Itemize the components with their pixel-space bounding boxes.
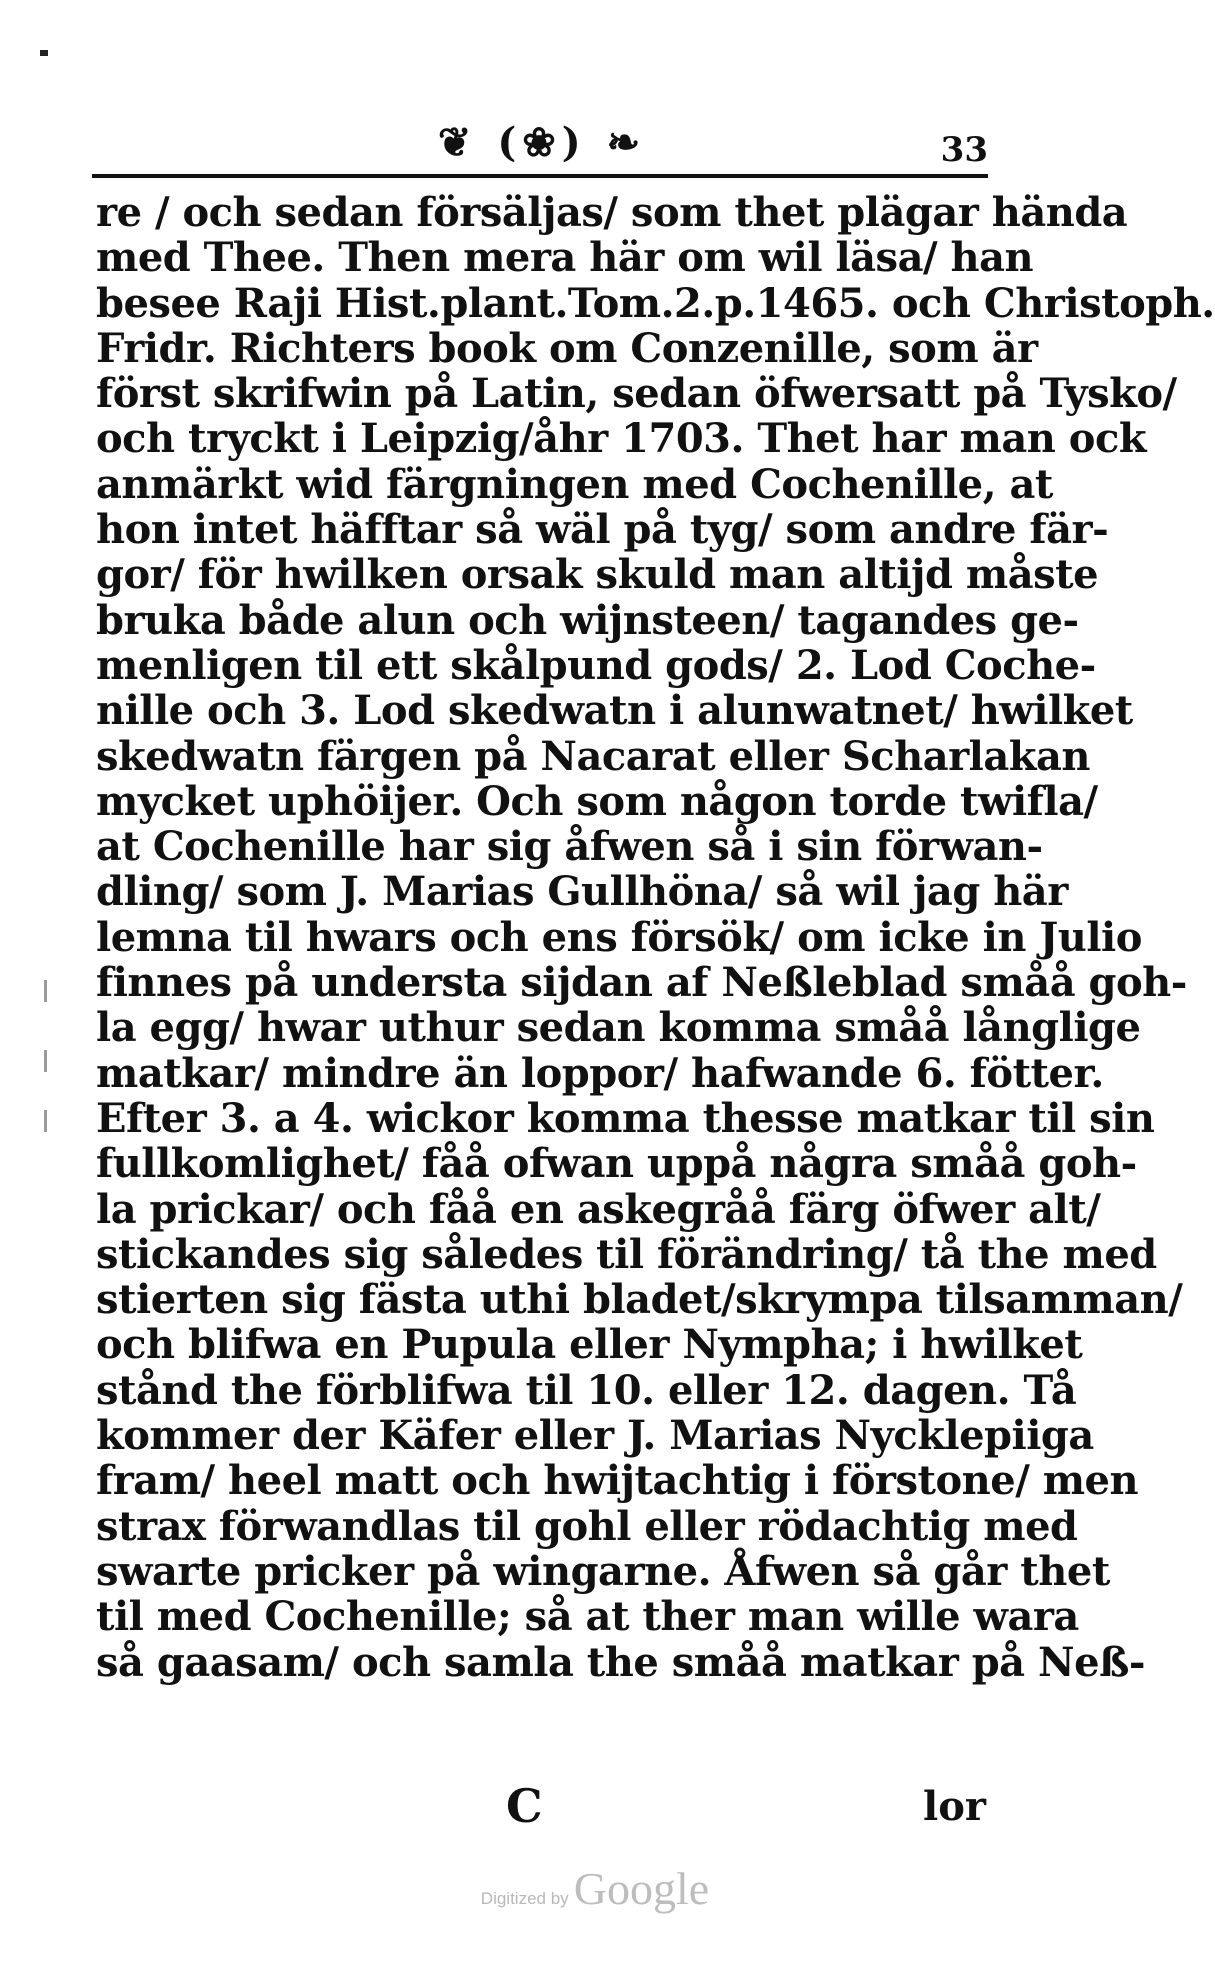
text-line: fram/ heel matt och hwijtachtig i förstone/ men	[96, 1457, 1139, 1505]
page-number: 33	[940, 130, 988, 170]
text-line: menligen til ett skålpund gods/ 2. Lod Coche-	[96, 641, 1096, 689]
header-ornament: ❦ (❀) ❧	[437, 119, 647, 166]
text-line: anmärkt wid färgningen med Cochenille, at	[96, 460, 1053, 508]
text-line: at Cochenille har sig åfwen så i sin förwan-	[96, 823, 1043, 871]
text-line: hon intet häfftar så wäl på tyg/ som andre fär-	[96, 506, 1109, 554]
text-line: dling/ som J. Marias Gullhöna/ så wil jag här	[96, 868, 1068, 916]
text-line: kommer der Käfer eller J. Marias Nycklepiiga	[96, 1412, 1094, 1460]
text-line: fullkomlighet/ fåå ofwan uppå några småå goh-	[96, 1140, 1137, 1188]
text-line: och tryckt i Leipzig/åhr 1703. Thet har man ock	[96, 415, 1147, 463]
body-text	[96, 189, 1215, 1686]
text-line: finnes på understa sijdan af Neßleblad småå goh-	[96, 959, 1187, 1007]
text-line: Efter 3. a 4. wickor komma thesse matkar til sin	[96, 1094, 1155, 1142]
text-line: med Thee. Then mera här om wil läsa/ han	[96, 234, 1034, 282]
text-line: Fridr. Richters book om Conzenille, som är	[96, 324, 1038, 372]
text-line: skedwatn färgen på Nacarat eller Scharlakan	[96, 732, 1091, 780]
text-line: swarte pricker på wingarne. Åfwen så går thet	[96, 1547, 1110, 1595]
text-line: så gaasam/ och samla the småå matkar på Neß-	[96, 1638, 1146, 1686]
margin-mark	[44, 1110, 47, 1132]
text-line: til med Cochenille; så at ther man wille wara	[96, 1593, 1079, 1641]
text-line: la prickar/ och fåå en askegråå färg öfwer alt/	[96, 1185, 1101, 1233]
text-line: besee Raji Hist.plant.Tom.2.p.1465. och Christoph.	[96, 279, 1215, 327]
digitized-watermark	[0, 1862, 1190, 1915]
text-line: stierten sig fästa uthi bladet/skrympa tilsamman/	[96, 1276, 1183, 1324]
text-line: stånd the förblifwa til 10. eller 12. dagen. Tå	[96, 1366, 1077, 1414]
page-footer	[96, 1780, 986, 1832]
signature-mark: C	[506, 1779, 543, 1833]
page-header	[92, 118, 988, 178]
google-logo: Google	[573, 1863, 710, 1914]
text-line: stickandes sig således til förändring/ tå the med	[96, 1230, 1157, 1278]
margin-mark	[44, 1050, 47, 1072]
text-line: bruka både alun och wijnsteen/ tagandes ge-	[96, 596, 1079, 644]
text-line: först skrifwin på Latin, sedan öfwersatt på Tysko/	[96, 370, 1177, 418]
margin-mark	[44, 980, 47, 1002]
ink-speck	[40, 50, 48, 56]
catchword: lor	[923, 1783, 986, 1830]
header-rule	[92, 174, 988, 178]
text-line: re / och sedan försäljas/ som thet plägar hända	[96, 189, 1128, 236]
watermark-prefix: Digitized by	[480, 1889, 569, 1908]
text-line: gor/ för hwilken orsak skuld man altijd måste	[96, 551, 1099, 599]
text-line: matkar/ mindre än loppor/ hafwande 6. fötter.	[96, 1049, 1104, 1097]
text-line: strax förwandlas til gohl eller rödachtig med	[96, 1502, 1078, 1550]
text-line: nille och 3. Lod skedwatn i alunwatnet/ hwilket	[96, 687, 1133, 735]
text-line: la egg/ hwar uthur sedan komma småå långlige	[96, 1004, 1141, 1052]
text-line: mycket uphöijer. Och som någon torde twifla/	[96, 777, 1098, 825]
text-line: lemna til hwars och ens försök/ om icke in Julio	[96, 913, 1142, 961]
text-line: och blifwa en Pupula eller Nympha; i hwilket	[96, 1321, 1083, 1369]
